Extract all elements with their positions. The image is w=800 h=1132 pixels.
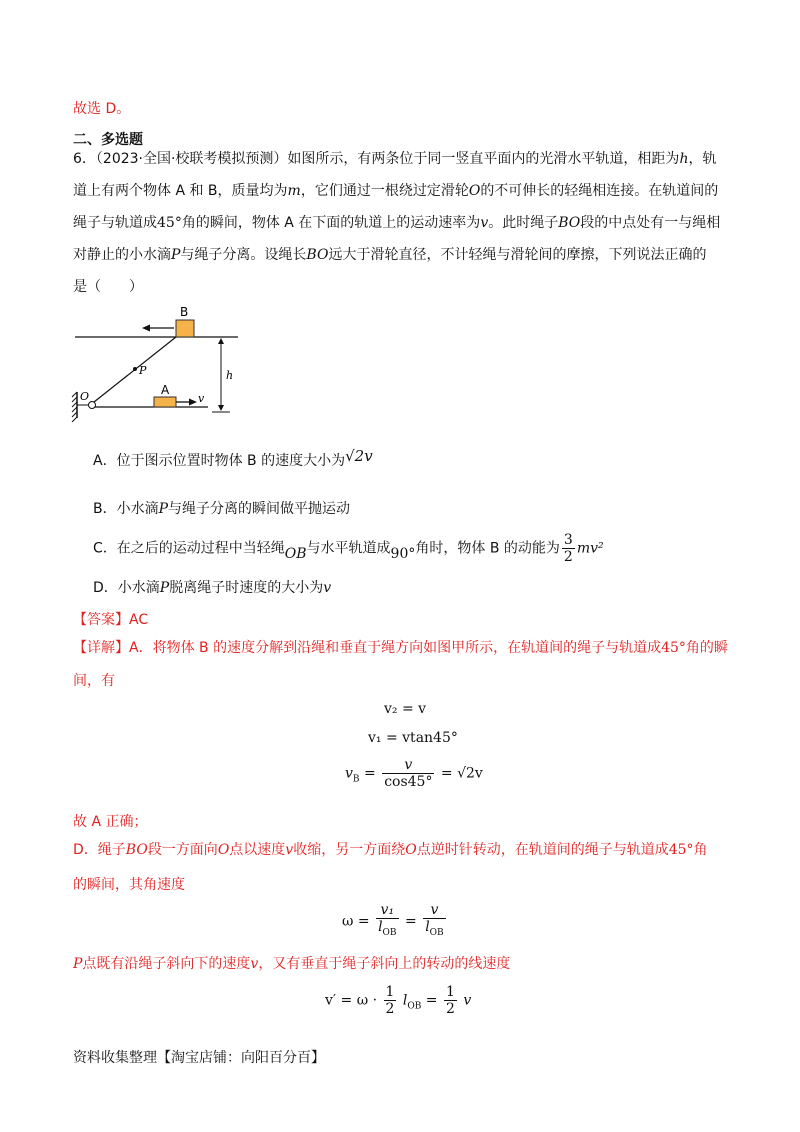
pulley	[89, 402, 96, 409]
detail-line-d2: 的瞬间，其角速度	[73, 877, 185, 893]
block-b	[176, 320, 194, 337]
detail-line-d1: D．绳子BO段一方面向O点以速度v收缩，另一方面绕O点逆时针转动，在轨道间的绳子与轨道成45°角	[73, 842, 708, 858]
answer: 【答案】AC	[73, 612, 149, 628]
option-b: B．小水滴P与绳子分离的瞬间做平抛运动	[93, 501, 351, 517]
equation-4: ω = $\frac{\text{v₁}}{l_{OB}}$ = $\frac{v}{l_{OB}}$	[342, 902, 444, 938]
label-p: P	[139, 364, 147, 377]
detail-line-2: 间，有	[73, 673, 115, 689]
option-a-math: √2v	[345, 447, 373, 465]
footer: 资料收集整理【淘宝店铺：向阳百分百】	[73, 1050, 325, 1066]
arrow-head-b	[142, 325, 150, 332]
question-line-2: 道上有两个物体 A 和 B，质量均为m，它们通过一根绕过定滑轮O的不可伸长的轻绳相连接。在轨道间的	[73, 183, 719, 199]
previous-answer: 故选 D。	[73, 101, 131, 117]
point-p	[133, 367, 137, 371]
block-a	[154, 397, 176, 407]
arrow-head-a	[189, 399, 197, 406]
label-h: h	[226, 369, 234, 382]
equation-5: v′ = ω · $\frac{1}{2}$ $l_{OB}$ = $\frac{1}{2}$ v	[325, 984, 472, 1017]
detail-line-p: P点既有沿绳子斜向下的速度v，又有垂直于绳子斜向上的转动的线速度	[73, 956, 511, 972]
equation-1: v₂ = v	[384, 701, 427, 717]
label-v: v	[198, 392, 205, 405]
question-line-3: 绳子与轨道成45°角的瞬间，物体 A 在下面的轨道上的运动速率为v。此时绳子BO段的中点处有一与绳相	[73, 215, 721, 231]
question-line-1: 6．（2023·全国·校联考模拟预测）如图所示，有两条位于同一竖直平面内的光滑水平轨道，相距为h，轨	[73, 151, 717, 167]
equation-3: $v_B$ = $\frac{v}{\cos 45^\circ}$ = √2v	[345, 757, 483, 790]
label-a: A	[161, 383, 170, 397]
label-b: B	[180, 305, 189, 319]
option-a: A．位于图示位置时物体 B 的速度大小为√2v	[93, 447, 373, 469]
option-d: D．小水滴P脱离绳子时速度的大小为v	[93, 580, 332, 596]
conclusion-a: 故 A 正确；	[73, 814, 148, 830]
question-line-4: 对静止的小水滴P与绳子分离。设绳长BO远大于滑轮直径，不计轻绳与滑轮间的摩擦，下列说法正确的	[73, 247, 707, 263]
question-line-5: 是（ ）	[73, 279, 143, 295]
label-o: O	[80, 390, 90, 403]
section-title: 二、多选题	[73, 132, 143, 148]
physics-diagram	[70, 304, 250, 426]
option-c: C．在之后的运动过程中当轻绳OB与水平轨道成90°角时，物体 B 的动能为 $\frac{3}{2}$ mv²	[93, 532, 604, 565]
detail-line-1: 【详解】A．将物体 B 的速度分解到沿绳和垂直于绳方向如图甲所示，在轨道间的绳子与轨道成45°角的瞬	[73, 640, 728, 656]
equation-2: v₁ = vtan45°	[368, 730, 458, 746]
